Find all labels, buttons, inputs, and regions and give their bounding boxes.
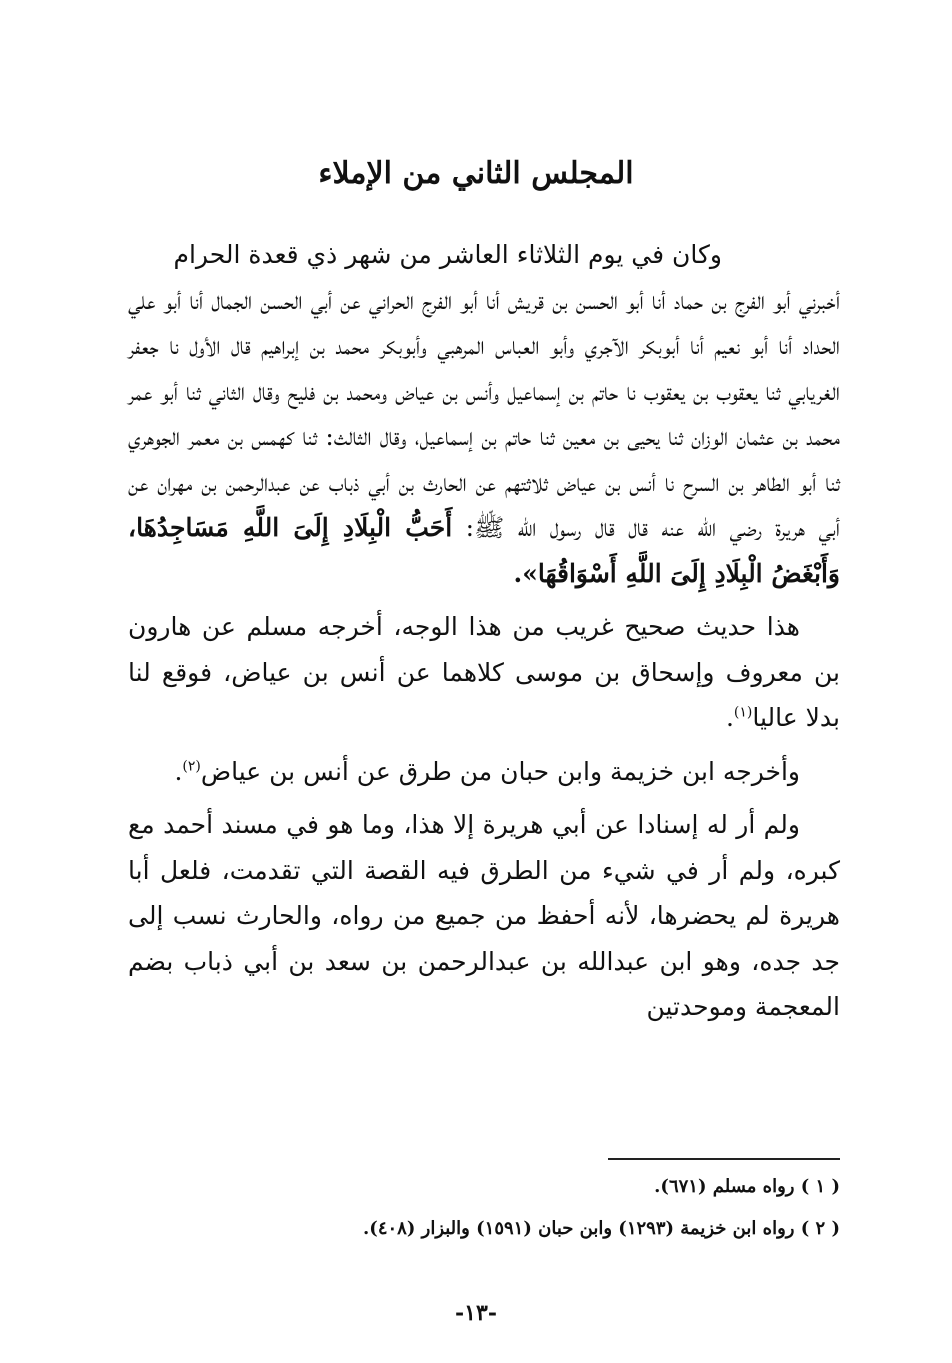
footnote-divider <box>608 1158 840 1160</box>
page-number: -١٣- <box>455 1300 497 1326</box>
paragraph-grading <box>128 604 840 741</box>
grading-text: هذا حديث صحيح غريب من هذا الوجه، أخرجه مسلم عن هارون بن معروف وإسحاق بن موسى كلاهما عن أنس بن عياض، فوقع لنا بدلا عاليا <box>128 612 840 732</box>
footnote-2: ( ٢ ) رواه ابن خزيمة (١٢٩٣) وابن حبان (١٥٩١) والبزار (٤٠٨). <box>363 1218 840 1239</box>
other-sources-text: وأخرجه ابن خزيمة وابن حبان من طرق عن أنس بن عياض <box>200 756 800 786</box>
footnote-ref-1[interactable]: (١) <box>733 704 753 721</box>
other-sources-end: . <box>174 756 183 786</box>
isnad-text: أخبرني أبو الفرج بن حماد أنا أبو الحسن بن قريش أنا أبو الفرج الحراني عن أبي الحسن الجمال أنا أبو علي الحداد أنا أبو نعيم أنا أبوبكر الآجري وأبو العباس المرهبي وأبوبكر محمد بن إبراهيم قال الأول نا جعفر الغريابي ثنا يعقوب بن يعقوب نا حاتم بن إسماعيل وأنس بن عياض ومحمد بن فليح وقال الثاني ثنا أبو عمر محمد بن عثمان الوزان ثنا يحيى بن معين ثنا حاتم بن إسماعيل، وقال الثالث: ثنا كهمس بن معمر الجوهري ثنا أبو الطاهر بن السرح نا أنس بن عياض ثلاثتهم عن الحارث بن أبي ذباب عن عبدالرحمن بن مهران عن أبي هريرة رضي الله عنه قال قال رسول الله ﷺ: <box>128 285 840 542</box>
footnote-ref-2[interactable]: (٢) <box>182 758 201 775</box>
paragraph-opening: وكان في يوم الثلاثاء العاشر من شهر ذي قعدة الحرام <box>173 240 722 269</box>
footnotes <box>128 1166 840 1250</box>
paragraph-commentary: ولم أر له إسنادا عن أبي هريرة إلا هذا، وما هو في مسند أحمد مع كبره، ولم أر في شيء من الطرق فيه القصة التي تقدمت، فلعل أبا هريرة لم يحضرها، لأنه أحفظ من جميع من رواه، والحارث نسب إلى جد جده، وهو ابن عبدالله بن عبدالرحمن بن سعد بن أبي ذباب بضم المعجمة وموحدتين <box>128 810 840 1021</box>
page-title: المجلس الثاني من الإملاء <box>318 156 634 192</box>
paragraph-other-sources <box>128 749 840 795</box>
footnote-1: ( ١ ) رواه مسلم (٦٧١). <box>654 1176 840 1197</box>
main-text <box>128 232 840 1030</box>
hadith-text: أَحَبُّ الْبِلَادِ إِلَىَ اللَّهِ مَسَاجِدُهَا، وَأَبْغَضُ الْبِلَادِ إِلَىَ اللَّهِ أَسْوَاقُهَا». <box>128 513 840 588</box>
grading-end: . <box>725 703 734 732</box>
paragraph-isnad <box>128 278 840 597</box>
